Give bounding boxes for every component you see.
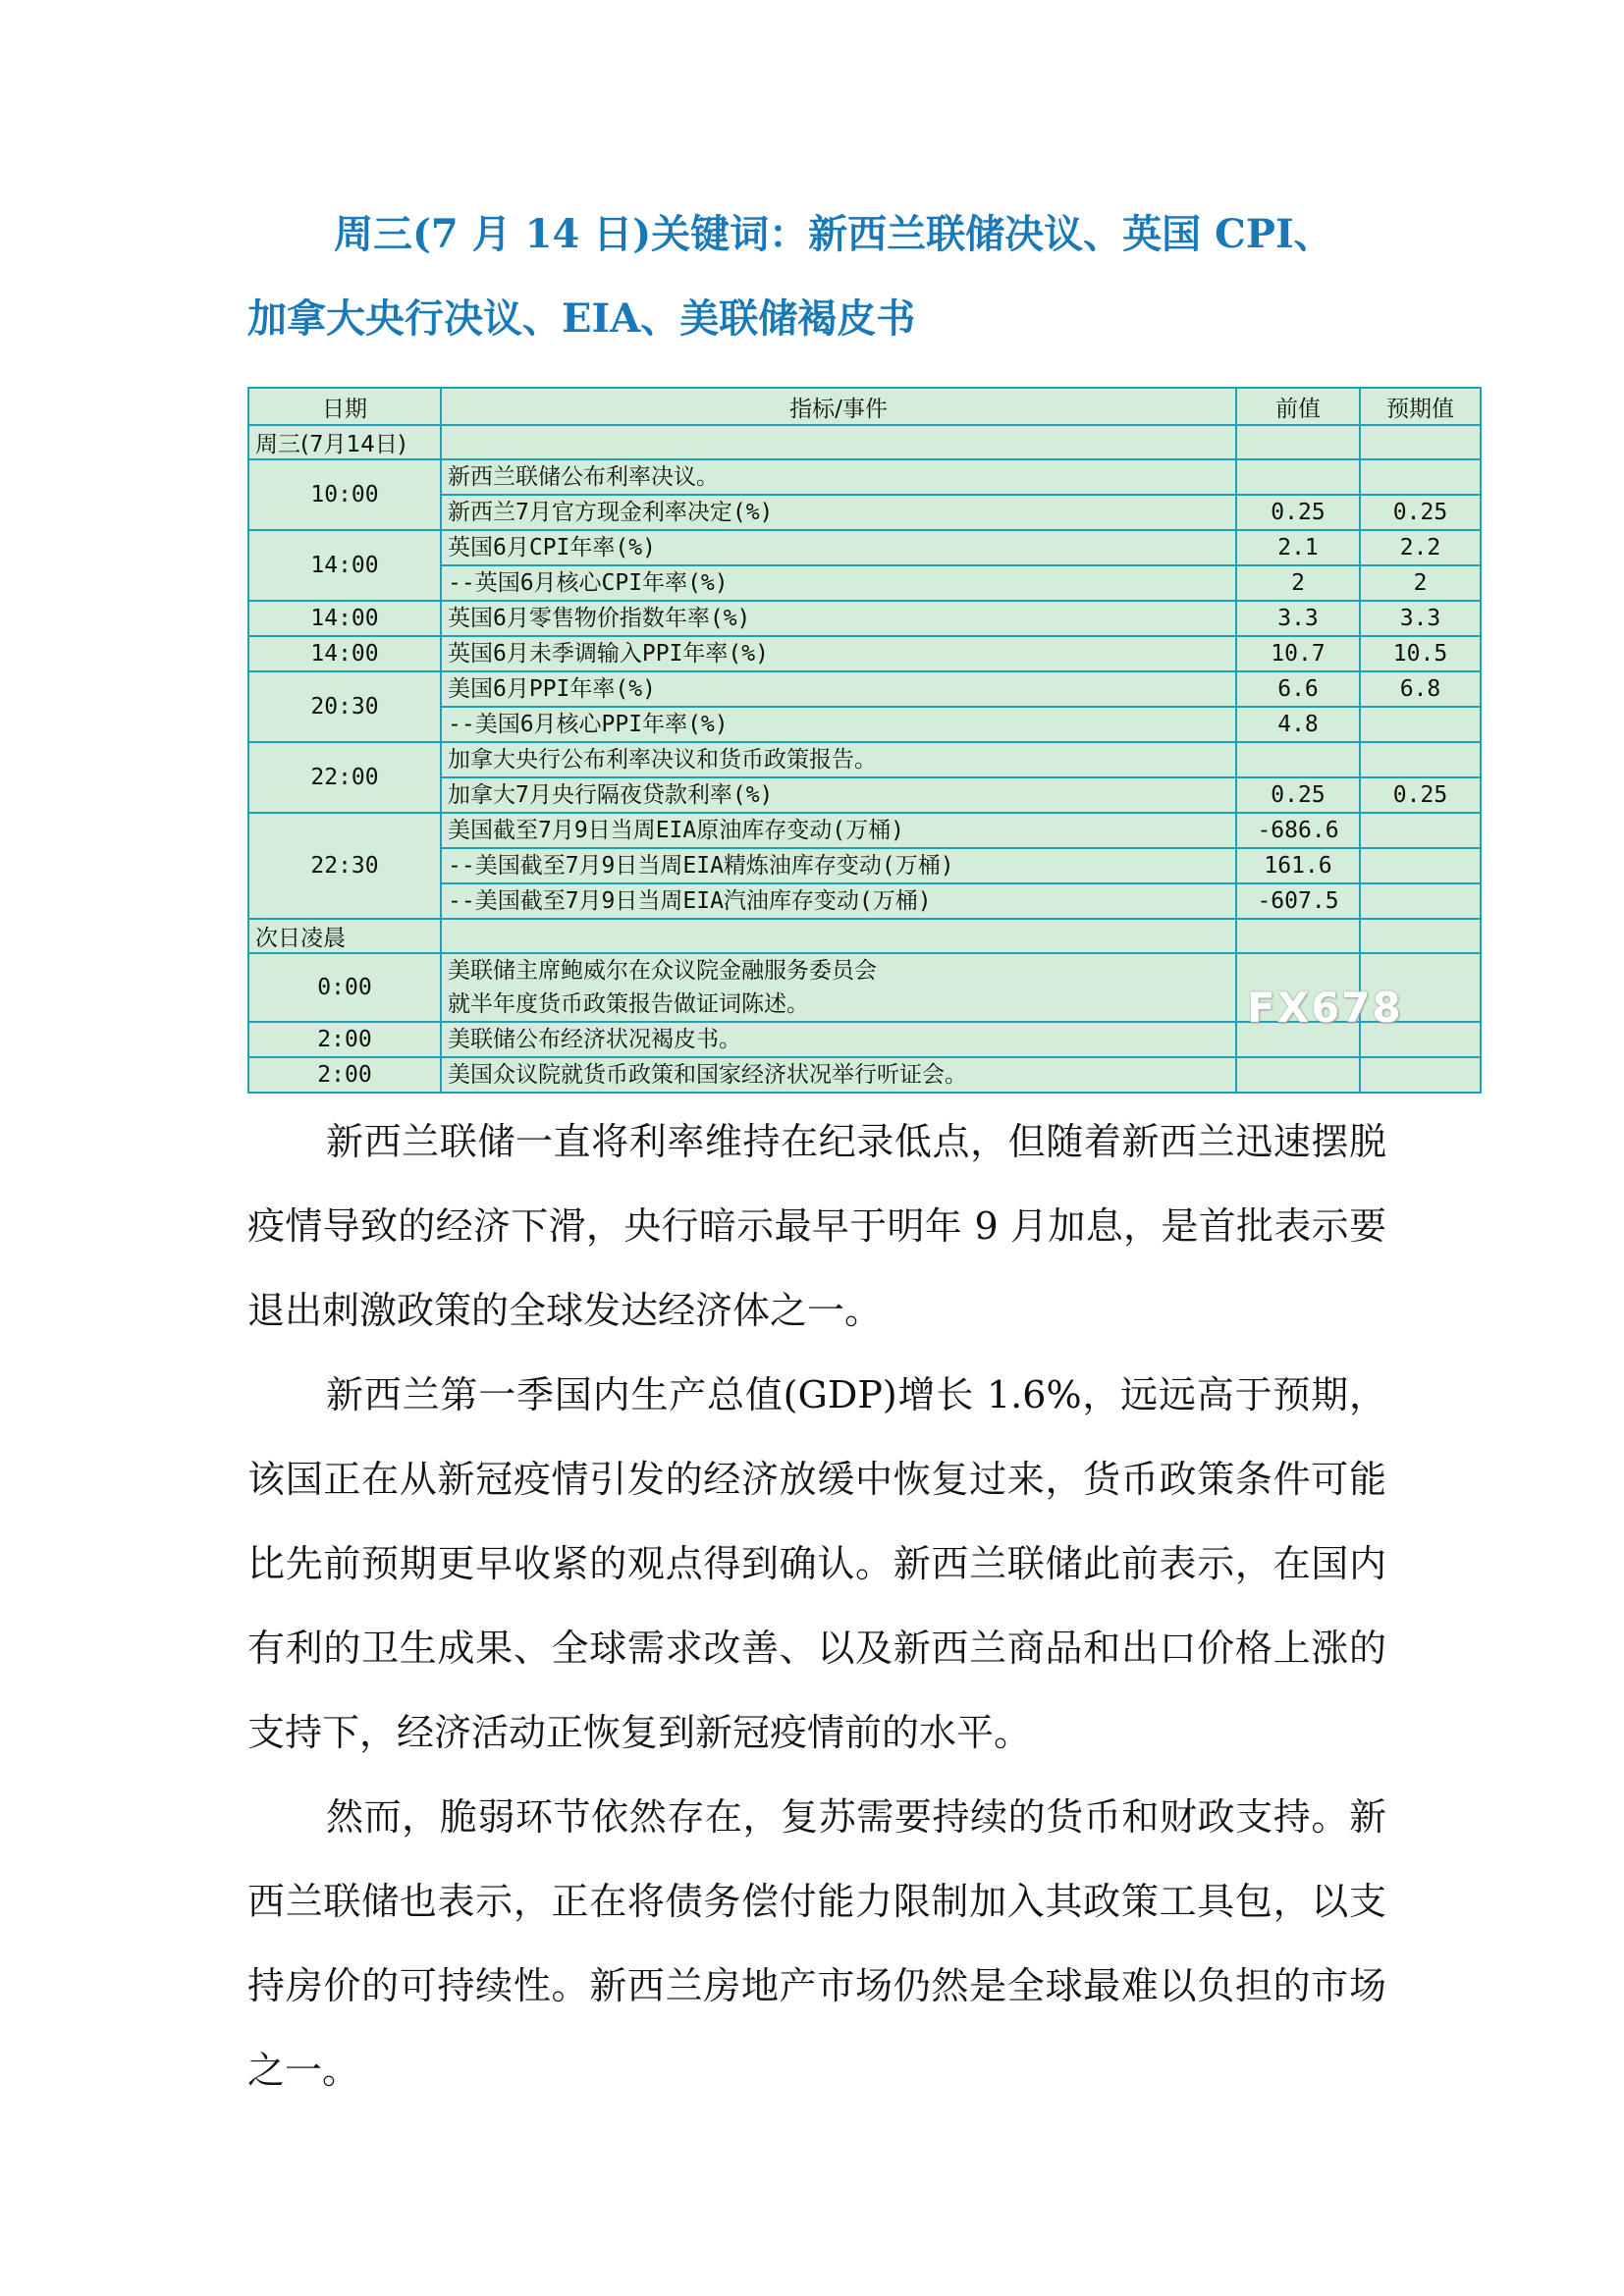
paragraph: 新西兰联储一直将利率维持在纪录低点，但随着新西兰迅速摆脱疫情导致的经济下滑，央行暗示最早于明年 9 月加息，是首批表示要退出刺激政策的全球发达经济体之一。 xyxy=(247,1120,1386,1332)
table-row xyxy=(248,530,1481,565)
event-name: --美国6月核心PPI年率(%) xyxy=(441,707,1236,742)
event-time: 0:00 xyxy=(248,953,441,1022)
event-name: 加拿大7月央行隔夜贷款利率(%) xyxy=(441,777,1236,813)
watermark-logo: FX678 xyxy=(1247,984,1403,1032)
previous-value: 4.8 xyxy=(1236,707,1360,742)
table-row xyxy=(248,601,1481,636)
event-name: 加拿大央行公布利率决议和货币政策报告。 xyxy=(441,742,1236,777)
previous-value: 2.1 xyxy=(1236,530,1360,565)
day-label: 周三(7月14日) xyxy=(248,425,441,459)
paragraph: 新西兰第一季国内生产总值(GDP)增长 1.6%，远远高于预期，该国正在从新冠疫情引发的经济放缓中恢复过来，货币政策条件可能比先前预期更早收紧的观点得到确认。新西兰联储此前表示，在国内有利的卫生成果、全球需求改善、以及新西兰商品和出口价格上涨的支持下，经济活动正恢复到新冠疫情前的水平。 xyxy=(247,1373,1386,1754)
forecast-value: 2 xyxy=(1360,565,1481,601)
previous-value: 0.25 xyxy=(1236,777,1360,813)
event-name: 英国6月未季调输入PPI年率(%) xyxy=(441,636,1236,671)
event-name: 英国6月零售物价指数年率(%) xyxy=(441,601,1236,636)
event-name: --美国截至7月9日当周EIA汽油库存变动(万桶) xyxy=(441,883,1236,919)
event-name: 英国6月CPI年率(%) xyxy=(441,530,1236,565)
forecast-value: 2.2 xyxy=(1360,530,1481,565)
forecast-value xyxy=(1360,707,1481,742)
header-event: 指标/事件 xyxy=(441,388,1236,425)
forecast-value: 0.25 xyxy=(1360,777,1481,813)
forecast-value xyxy=(1360,848,1481,883)
event-name: --英国6月核心CPI年率(%) xyxy=(441,565,1236,601)
table-row xyxy=(248,1057,1481,1093)
event-time: 2:00 xyxy=(248,1057,441,1093)
event-line: 美联储主席鲍威尔在众议院金融服务委员会 xyxy=(448,958,877,984)
previous-value xyxy=(1236,742,1360,777)
forecast-value xyxy=(1360,742,1481,777)
day-row xyxy=(248,919,1481,953)
empty-cell xyxy=(1360,425,1481,459)
previous-value: 161.6 xyxy=(1236,848,1360,883)
forecast-value: 0.25 xyxy=(1360,495,1481,530)
event-line: 就半年度货币政策报告做证词陈述。 xyxy=(448,991,809,1017)
header-date: 日期 xyxy=(248,388,441,425)
title-line-1: 周三(7 月 14 日)关键词：新西兰联储决议、英国 CPI、 xyxy=(334,211,1333,257)
event-name: 美国6月PPI年率(%) xyxy=(441,671,1236,707)
table-header-row xyxy=(248,388,1481,425)
previous-value xyxy=(1236,1057,1360,1093)
day-row xyxy=(248,425,1481,459)
previous-value: 2 xyxy=(1236,565,1360,601)
event-time: 2:00 xyxy=(248,1022,441,1057)
header-prev: 前值 xyxy=(1236,388,1360,425)
header-forecast: 预期值 xyxy=(1360,388,1481,425)
forecast-value xyxy=(1360,883,1481,919)
table-row xyxy=(248,459,1481,495)
previous-value xyxy=(1236,459,1360,495)
event-time: 22:30 xyxy=(248,813,441,919)
day-label: 次日凌晨 xyxy=(248,919,441,953)
forecast-value xyxy=(1360,459,1481,495)
forecast-value: 10.5 xyxy=(1360,636,1481,671)
document-title xyxy=(247,192,1386,361)
event-name xyxy=(441,1057,1236,1093)
previous-value: 0.25 xyxy=(1236,495,1360,530)
article-body xyxy=(247,1099,1386,2112)
table-row xyxy=(248,671,1481,707)
event-time: 22:00 xyxy=(248,742,441,813)
empty-cell xyxy=(1360,919,1481,953)
forecast-value: 6.8 xyxy=(1360,671,1481,707)
event-time: 10:00 xyxy=(248,459,441,530)
event-name: --美国截至7月9日当周EIA精炼油库存变动(万桶) xyxy=(441,848,1236,883)
event-line: 美联储公布经济状况褐皮书。 xyxy=(448,1027,741,1052)
event-time: 20:30 xyxy=(248,671,441,742)
table-row xyxy=(248,813,1481,848)
previous-value: -607.5 xyxy=(1236,883,1360,919)
event-time: 14:00 xyxy=(248,601,441,636)
empty-cell xyxy=(441,425,1236,459)
previous-value: 3.3 xyxy=(1236,601,1360,636)
event-name: 新西兰7月官方现金利率决定(%) xyxy=(441,495,1236,530)
forecast-value xyxy=(1360,1057,1481,1093)
empty-cell xyxy=(1236,425,1360,459)
forecast-value xyxy=(1360,813,1481,848)
event-name: 美国截至7月9日当周EIA原油库存变动(万桶) xyxy=(441,813,1236,848)
title-line-2: 加拿大央行决议、EIA、美联储褐皮书 xyxy=(247,295,916,342)
previous-value: 6.6 xyxy=(1236,671,1360,707)
table-row xyxy=(248,636,1481,671)
empty-cell xyxy=(441,919,1236,953)
event-name xyxy=(441,953,1236,1022)
event-line: 美国众议院就货币政策和国家经济状况举行听证会。 xyxy=(448,1062,967,1088)
previous-value: -686.6 xyxy=(1236,813,1360,848)
event-time: 14:00 xyxy=(248,530,441,601)
event-name xyxy=(441,1022,1236,1057)
paragraph: 然而，脆弱环节依然存在，复苏需要持续的货币和财政支持。新西兰联储也表示，正在将债务偿付能力限制加入其政策工具包，以支持房价的可持续性。新西兰房地产市场仍然是全球最难以负担的市场之一。 xyxy=(247,1795,1386,2092)
empty-cell xyxy=(1236,919,1360,953)
previous-value: 10.7 xyxy=(1236,636,1360,671)
event-name: 新西兰联储公布利率决议。 xyxy=(441,459,1236,495)
forecast-value: 3.3 xyxy=(1360,601,1481,636)
table-row xyxy=(248,742,1481,777)
event-time: 14:00 xyxy=(248,636,441,671)
